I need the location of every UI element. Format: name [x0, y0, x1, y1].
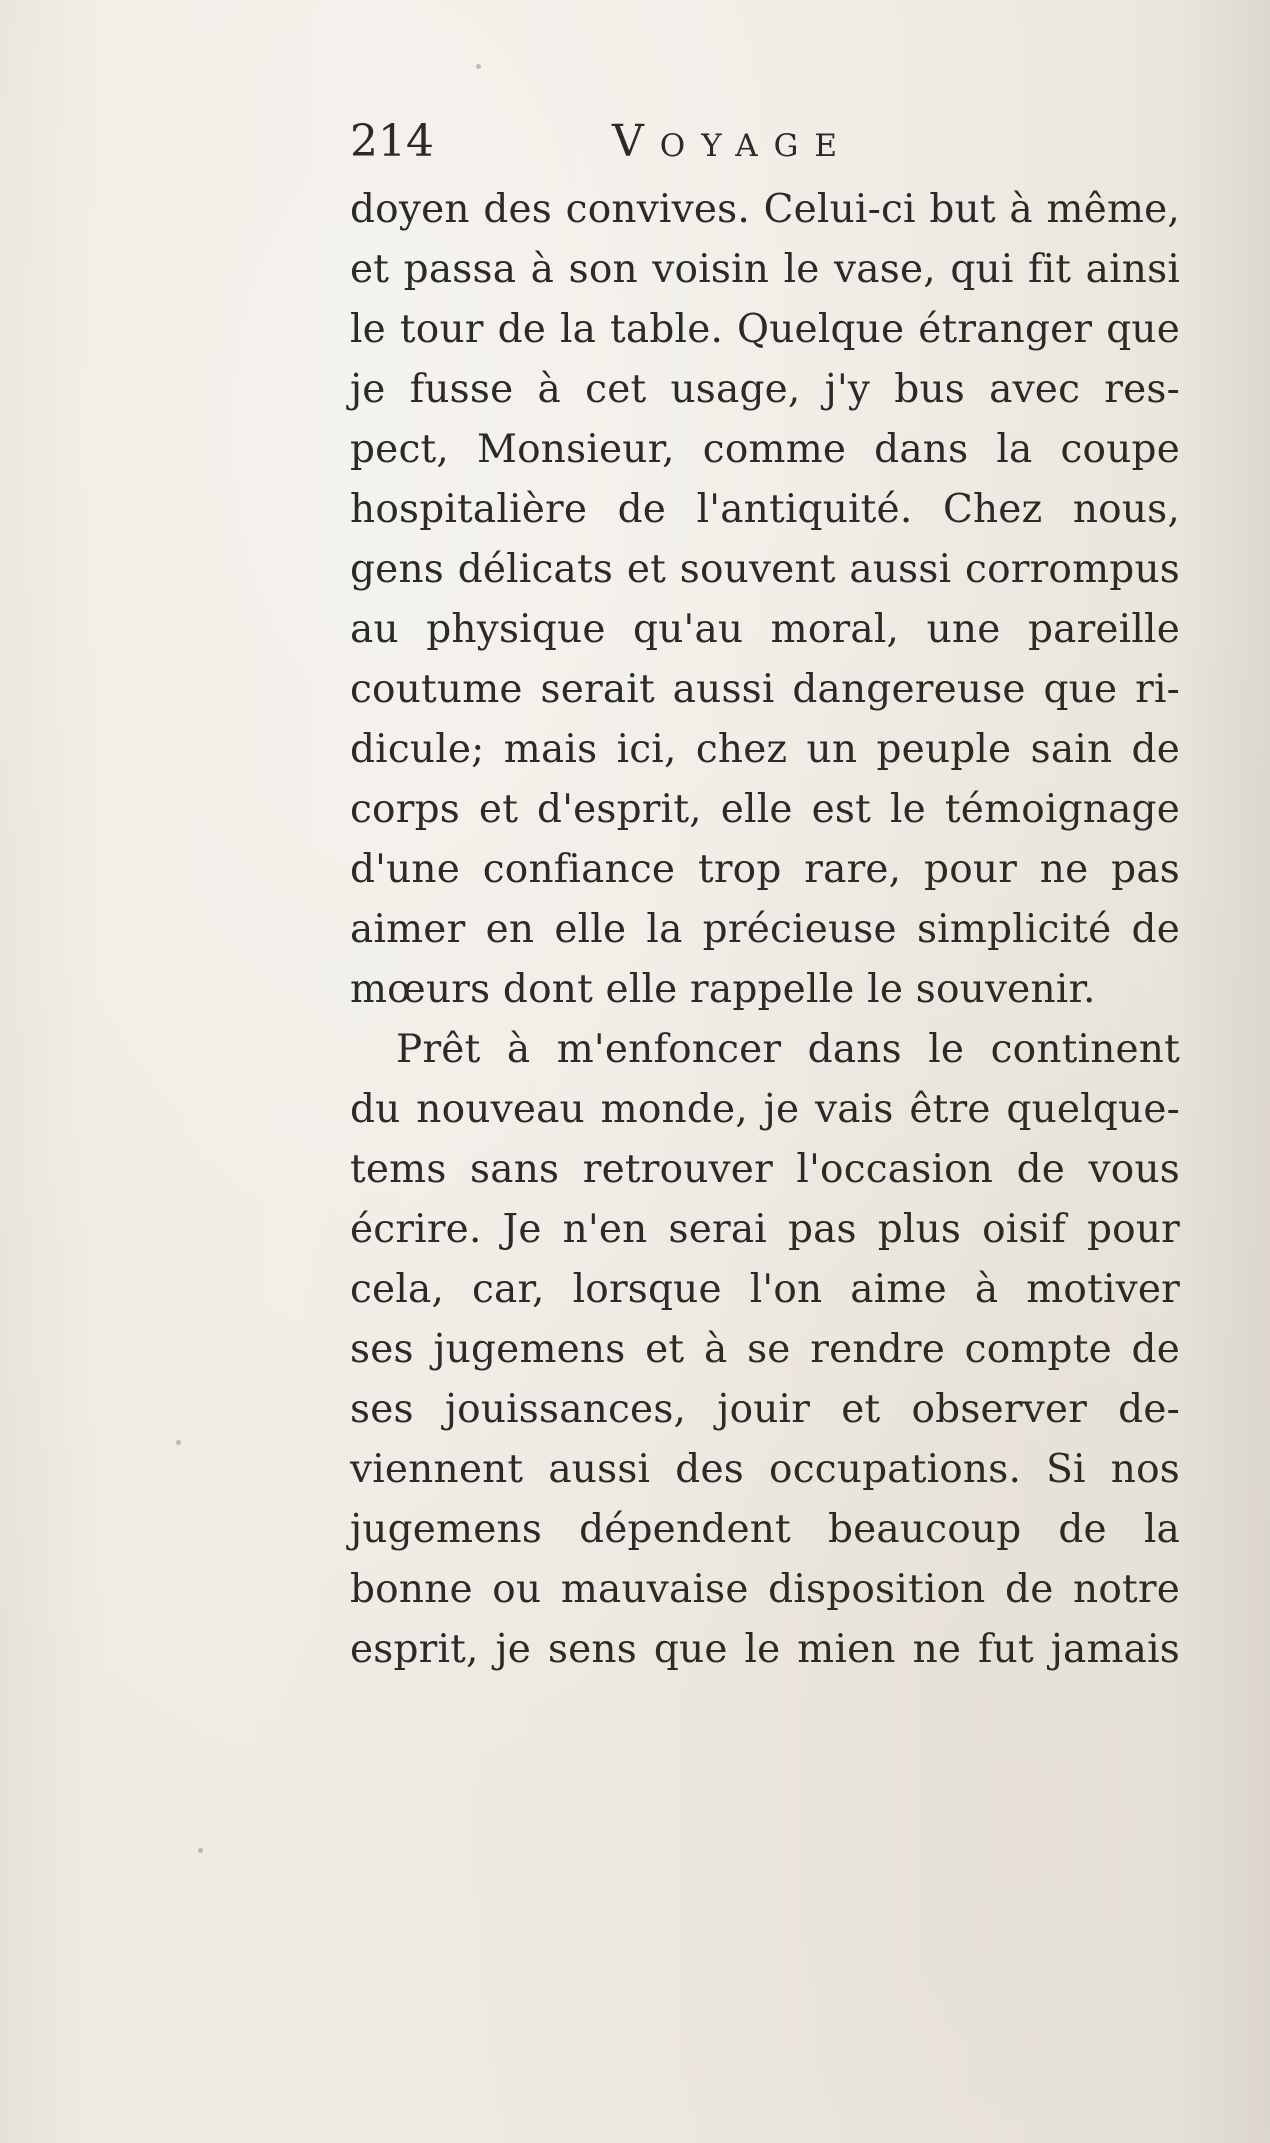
- text-line: au physique qu'au moral, une pareille: [350, 607, 1180, 652]
- paragraph-end-line: mœurs dont elle rappelle le souvenir.: [350, 967, 1096, 1012]
- paper-speck: [176, 1440, 181, 1445]
- text-line: du nouveau monde, je vais être quelque-: [350, 1087, 1180, 1132]
- text-line: dicule; mais ici, chez un peuple sain de: [350, 727, 1180, 772]
- page-header: [350, 112, 1180, 172]
- text-line: pect, Monsieur, comme dans la coupe: [350, 427, 1180, 472]
- text-line: esprit, je sens que le mien ne fut jamais: [350, 1627, 1180, 1672]
- text-line: coutume serait aussi dangereuse que ri-: [350, 667, 1180, 712]
- text-line: ses jugemens et à se rendre compte de: [350, 1327, 1180, 1372]
- text-line: viennent aussi des occupations. Si nos: [350, 1447, 1180, 1492]
- text-line: le tour de la table. Quelque étranger que: [350, 307, 1180, 352]
- text-line: hospitalière de l'antiquité. Chez nous,: [350, 487, 1180, 532]
- text-line: tems sans retrouver l'occasion de vous: [350, 1147, 1180, 1192]
- text-line: je fusse à cet usage, j'y bus avec res-: [350, 367, 1180, 412]
- text-line: doyen des convives. Celui-ci but à même,: [350, 187, 1180, 232]
- text-line: d'une confiance trop rare, pour ne pas: [350, 847, 1180, 892]
- text-line: cela, car, lorsque l'on aime à motiver: [350, 1267, 1180, 1312]
- paragraph-start-line: Prêt à m'enfoncer dans le continent: [396, 1027, 1180, 1072]
- page-number: 214: [350, 116, 434, 167]
- paper-speck: [476, 64, 481, 69]
- paper-speck: [198, 1848, 203, 1853]
- text-line: bonne ou mauvaise disposition de notre: [350, 1567, 1180, 1612]
- text-line: et passa à son voisin le vase, qui fit ainsi: [350, 247, 1180, 292]
- text-line: corps et d'esprit, elle est le témoignage: [350, 787, 1180, 832]
- body-text: [350, 180, 1180, 1680]
- text-line: jugemens dépendent beaucoup de la: [350, 1507, 1180, 1552]
- text-line: aimer en elle la précieuse simplicité de: [350, 907, 1180, 952]
- text-line: gens délicats et souvent aussi corrompus: [350, 547, 1180, 592]
- text-line: écrire. Je n'en serai pas plus oisif pour: [350, 1207, 1180, 1252]
- running-head: Voyage: [612, 116, 854, 167]
- text-line: ses jouissances, jouir et observer de-: [350, 1387, 1180, 1432]
